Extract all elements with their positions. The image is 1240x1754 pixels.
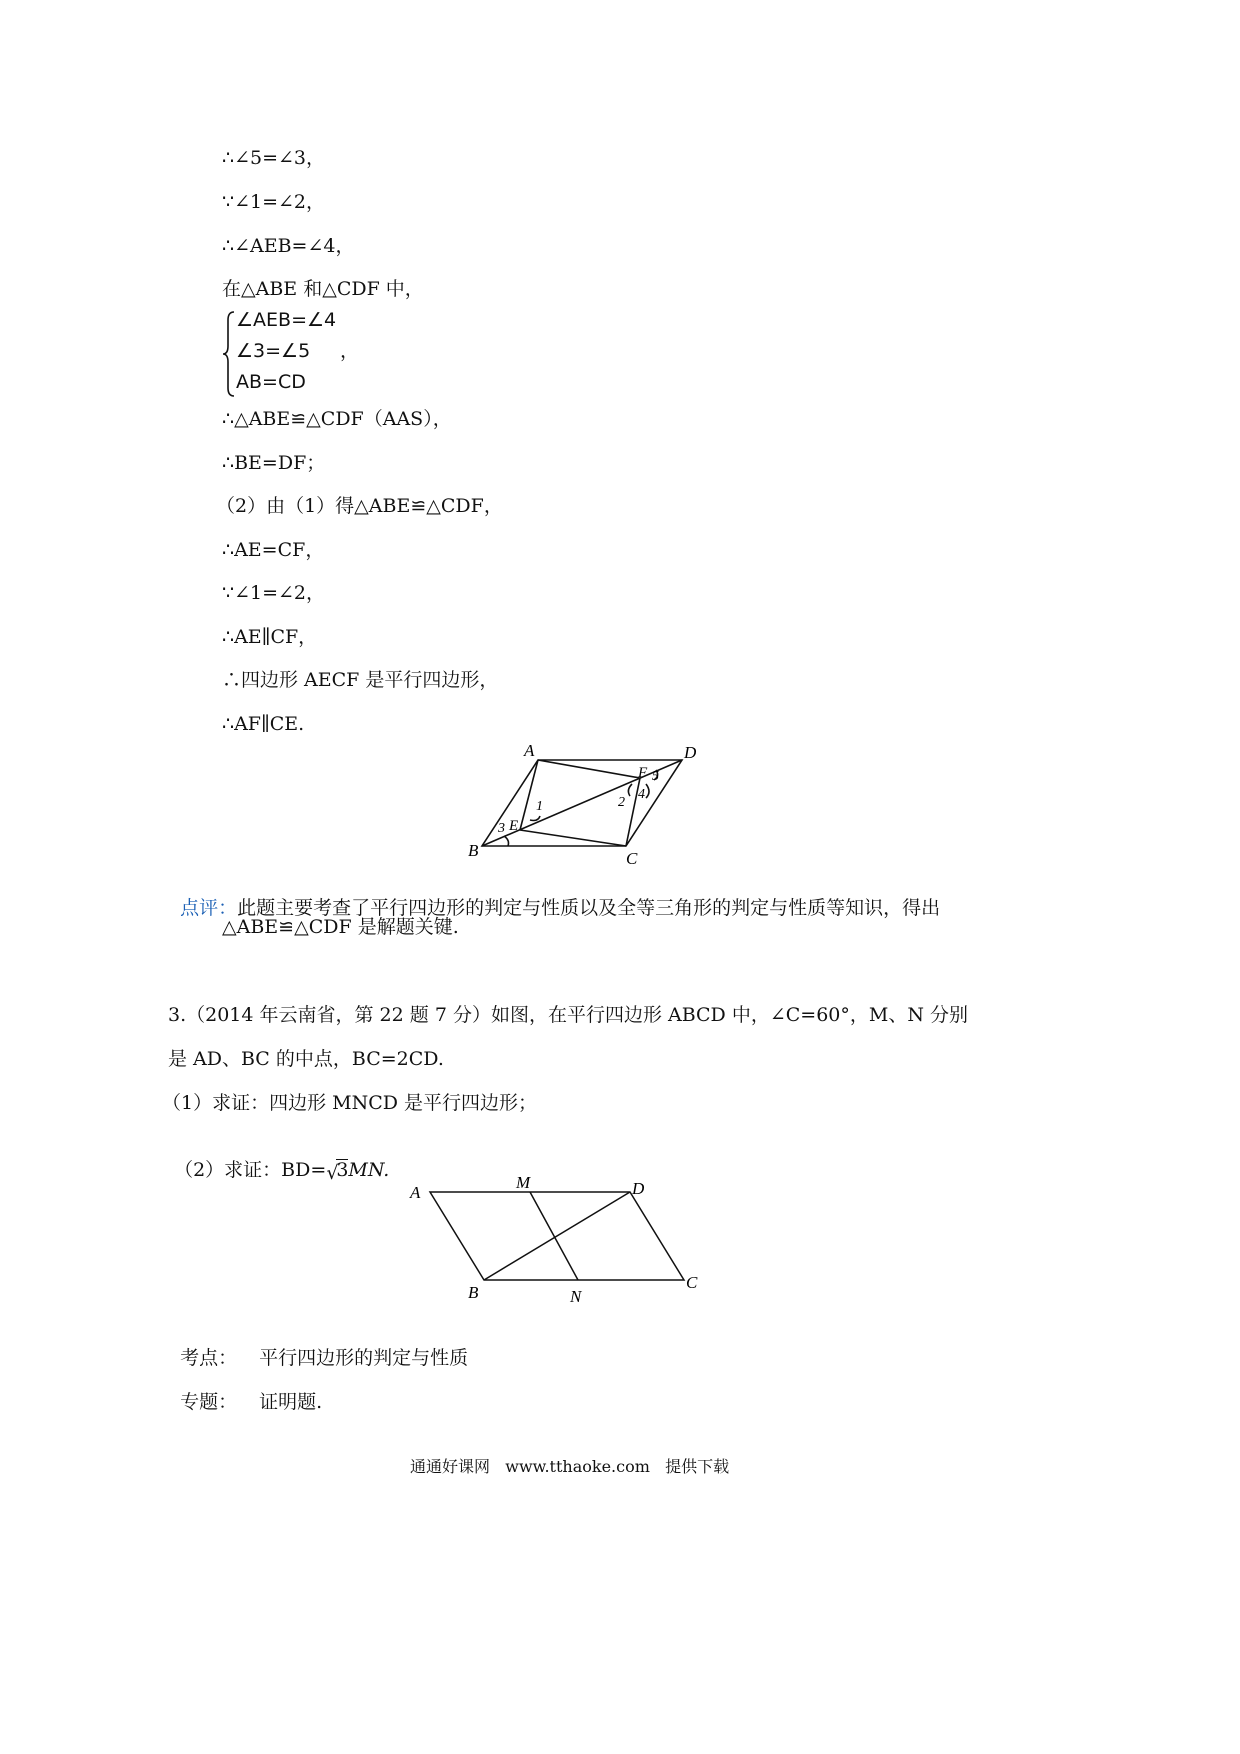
angle-arc-1 <box>530 816 540 821</box>
proof-line-11: ∴四边形 AECF 是平行四边形， <box>222 669 499 691</box>
kaodian-label: 考点： <box>180 1347 238 1369</box>
zhuanti-value: 证明题. <box>259 1391 323 1413</box>
proof-line-1: ∴∠5=∠3， <box>222 147 326 169</box>
left-brace-icon <box>222 310 236 398</box>
point-label-c-2: C <box>686 1273 698 1292</box>
angle-arc-4 <box>646 784 649 798</box>
review-text-1: 此题主要考查了平行四边形的判定与性质以及全等三角形的判定与性质等知识，得出 <box>237 897 941 919</box>
angle-label-4: 4 <box>638 787 645 802</box>
point-label-b-2: B <box>468 1283 479 1302</box>
diagonal-bd-2 <box>484 1192 630 1280</box>
proof-line-6: ∴BE=DF； <box>222 452 326 474</box>
point-label-d: D <box>684 743 697 762</box>
point-label-n: N <box>570 1287 582 1306</box>
proof-line-4: 在△ABE 和△CDF 中， <box>222 278 424 300</box>
point-label-f: F <box>638 765 648 781</box>
segment-ae <box>520 760 538 830</box>
radical-icon: √ <box>326 1162 339 1184</box>
angle-arc-3 <box>504 836 509 846</box>
problem3-line-4-pre: （2）求证：BD= <box>174 1159 327 1181</box>
point-label-c: C <box>626 849 638 868</box>
point-label-a-2: A <box>410 1183 421 1202</box>
segment-af <box>538 760 640 778</box>
brace-row-1: ∠AEB=∠4 <box>236 309 337 331</box>
sqrt-radicand: 3 <box>336 1159 349 1181</box>
segment-mn <box>530 1192 578 1280</box>
proof-line-7: （2）由（1）得△ABE≌△CDF， <box>216 495 503 517</box>
problem3-line-4 <box>162 1134 389 1182</box>
segment-ec <box>520 830 626 846</box>
point-label-a: A <box>524 741 535 760</box>
brace-row-2: ∠3=∠5 <box>236 340 311 362</box>
proof-line-12: ∴AF∥CE. <box>222 713 305 735</box>
kaodian-value: 平行四边形的判定与性质 <box>259 1347 469 1369</box>
proof-line-5: ∴△ABE≌△CDF（AAS）， <box>222 408 452 430</box>
brace-tail: ， <box>340 340 360 362</box>
proof-line-3: ∴∠AEB=∠4， <box>222 235 355 257</box>
problem3-line-2: 是 AD、BC 的中点，BC=2CD. <box>168 1048 444 1070</box>
zhuanti-row <box>168 1366 322 1414</box>
kaodian-row <box>168 1322 468 1370</box>
brace-system <box>222 308 382 398</box>
review-line-1 <box>168 872 940 920</box>
angle-label-5: 5 <box>652 769 659 784</box>
point-label-b: B <box>468 841 479 860</box>
angle-label-1: 1 <box>536 799 543 814</box>
proof-line-8: ∴AE=CF， <box>222 539 325 561</box>
angle-label-2: 2 <box>618 795 625 810</box>
proof-line-9: ∵∠1=∠2， <box>222 582 326 604</box>
review-label: 点评： <box>180 897 238 919</box>
proof-line-2: ∵∠1=∠2， <box>222 191 326 213</box>
problem3-line-3: （1）求证：四边形 MNCD 是平行四边形； <box>162 1092 538 1114</box>
sqrt-expression <box>326 1158 348 1182</box>
zhuanti-label: 专题： <box>180 1391 238 1413</box>
point-label-e: E <box>509 818 519 834</box>
review-line-2: △ABE≌△CDF 是解题关键. <box>222 916 459 938</box>
point-label-m: M <box>516 1173 531 1192</box>
figure-parallelogram-abcd-2 <box>400 1170 720 1310</box>
footer-text: 通通好课网 www.tthaoke.com 提供下载 <box>410 1457 730 1476</box>
angle-label-3: 3 <box>498 821 505 836</box>
problem3-line-4-post: MN. <box>348 1159 390 1181</box>
brace-row-3: AB=CD <box>236 371 306 393</box>
point-label-d-2: D <box>632 1179 645 1198</box>
proof-line-10: ∴AE∥CF， <box>222 626 318 648</box>
angle-arc-2 <box>628 784 632 796</box>
problem3-line-1: 3.（2014 年云南省，第 22 题 7 分）如图，在平行四边形 ABCD 中，∠C=60°，M、N 分别 <box>168 1004 969 1026</box>
figure-parallelogram-abcd-1 <box>460 740 740 870</box>
